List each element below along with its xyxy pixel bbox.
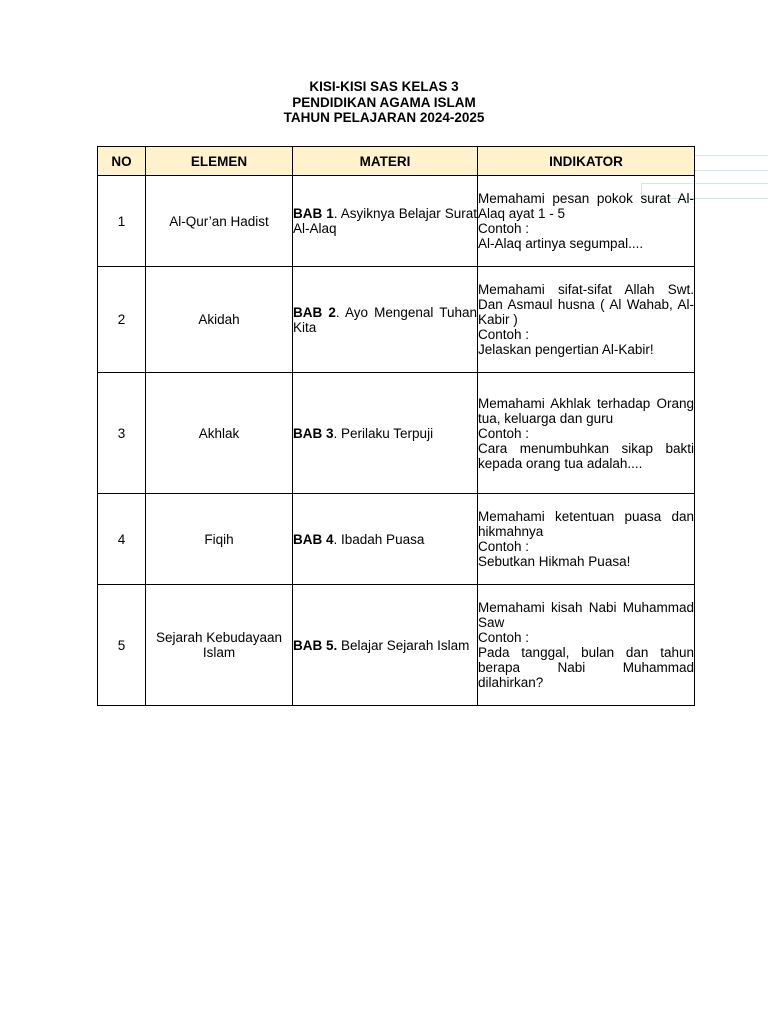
- row-materi: [293, 585, 478, 706]
- row-elemen: Al-Qur’an Hadist: [146, 176, 293, 267]
- table-row: [98, 585, 695, 706]
- materi-text: . Asyiknya Belajar Surat Al-Alaq: [293, 206, 477, 236]
- table-row: [98, 267, 695, 373]
- row-elemen: Fiqih: [146, 494, 293, 585]
- contoh-text: Pada tanggal, bulan dan tahun berapa Nabi Muhammad dilahirkan?: [478, 645, 694, 690]
- indikator-text: Memahami pesan pokok surat Al-Alaq ayat 1 - 5: [478, 191, 694, 221]
- header-indikator: INDIKATOR: [478, 147, 695, 176]
- materi-text: . Ibadah Puasa: [333, 531, 425, 547]
- contoh-text: Sebutkan Hikmah Puasa!: [478, 554, 631, 569]
- document-title: [0, 79, 768, 126]
- header-no: NO: [98, 147, 146, 176]
- table-row: [98, 176, 695, 267]
- contoh-label: Contoh :: [478, 630, 530, 645]
- materi-bab: BAB 1: [293, 206, 334, 221]
- row-indikator: [478, 585, 695, 706]
- materi-bab: BAB 3: [293, 425, 334, 441]
- materi-text: Belajar Sejarah Islam: [337, 637, 470, 653]
- contoh-label: Contoh :: [478, 539, 530, 554]
- row-elemen: Sejarah Kebudayaan Islam: [146, 585, 293, 706]
- contoh-text: Cara menumbuhkan sikap bakti kepada orang tua adalah....: [478, 440, 694, 471]
- materi-bab: BAB 5.: [293, 637, 338, 653]
- table-row: [98, 494, 695, 585]
- title-line-3: TAHUN PELAJARAN 2024-2025: [283, 110, 485, 125]
- contoh-label: Contoh :: [478, 327, 530, 342]
- row-materi: [293, 373, 478, 494]
- indikator-text: Memahami ketentuan puasa dan hikmahnya: [478, 509, 694, 539]
- row-materi: [293, 176, 478, 267]
- materi-bab: BAB 2: [293, 304, 336, 320]
- table-header-row: [98, 147, 695, 176]
- row-materi: [293, 494, 478, 585]
- row-indikator: [478, 494, 695, 585]
- materi-text: . Ayo Mengenal Tuhan Kita: [293, 304, 477, 335]
- row-no: 4: [98, 494, 146, 585]
- materi-text: . Perilaku Terpuji: [333, 425, 434, 441]
- row-no: 3: [98, 373, 146, 494]
- title-line-1: KISI-KISI SAS KELAS 3: [309, 79, 459, 94]
- row-indikator: [478, 373, 695, 494]
- header-materi: MATERI: [293, 147, 478, 176]
- contoh-text: Jelaskan pengertian Al-Kabir!: [478, 342, 654, 357]
- header-elemen: ELEMEN: [146, 147, 293, 176]
- row-no: 5: [98, 585, 146, 706]
- indikator-text: Memahami Akhlak terhadap Orang tua, keluarga dan guru: [478, 395, 694, 426]
- row-no: 1: [98, 176, 146, 267]
- contoh-label: Contoh :: [478, 221, 530, 236]
- contoh-text: Al-Alaq artinya segumpal....: [478, 236, 644, 251]
- row-indikator: [478, 267, 695, 373]
- row-materi: [293, 267, 478, 373]
- row-elemen: Akidah: [146, 267, 293, 373]
- indikator-text: Memahami kisah Nabi Muhammad Saw: [478, 600, 694, 630]
- indikator-text: Memahami sifat-sifat Allah Swt. Dan Asmaul husna ( Al Wahab, Al-Kabir ): [478, 282, 694, 327]
- table-row: [98, 373, 695, 494]
- title-line-2: PENDIDIKAN AGAMA ISLAM: [292, 94, 476, 110]
- row-elemen: Akhlak: [146, 373, 293, 494]
- kisi-kisi-table: [97, 146, 695, 706]
- row-no: 2: [98, 267, 146, 373]
- row-indikator: [478, 176, 695, 267]
- materi-bab: BAB 4: [293, 531, 334, 547]
- contoh-label: Contoh :: [478, 425, 530, 441]
